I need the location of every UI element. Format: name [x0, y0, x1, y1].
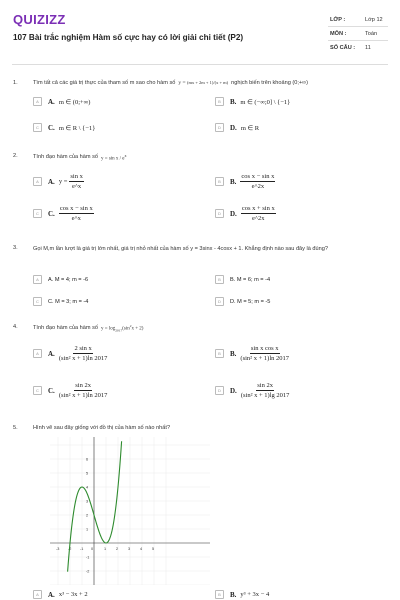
answer-option-c[interactable]: C C. m ∈ R \ {−1}: [33, 123, 95, 132]
answer-option-a[interactable]: A A. $\frac{\text{2 sin x}}{\text{(sin² x + 1)ln 2017}}$: [33, 345, 107, 362]
x-tick-label: 5: [152, 547, 155, 551]
question-text: Tính đạo hàm của hàm số $y = \sin x / e^x$: [33, 153, 127, 162]
answer-option-d[interactable]: D D. $\frac{\sin 2x}{\text{(sin² x + 1)lg 2017}}$: [215, 382, 289, 399]
y-tick-label: -2: [86, 569, 90, 574]
question-text: Hình vẽ sau đây giống với đồ thị của hàm số nào nhất?: [33, 425, 171, 431]
x-tick-label: 1: [104, 547, 107, 551]
y-tick-label: 1: [86, 527, 89, 532]
question-number: 4.: [13, 324, 18, 330]
answer-option-c[interactable]: C C. $\frac{\sin 2x}{\text{(sin² x + 1)ln 2017}}$: [33, 382, 107, 399]
answer-option-d[interactable]: D D. m ∈ R: [215, 123, 259, 132]
mon-value: Toán: [365, 31, 378, 37]
x-tick-label: 4: [140, 547, 143, 551]
question-number: 1.: [13, 80, 18, 86]
answer-option-b[interactable]: B B. $\frac{\text{sin x cos x}}{\text{(sin² x + 1)ln 2017}}$: [215, 345, 289, 362]
cubic-curve: [68, 441, 122, 574]
question-text: Tìm tất cả các giá trị thực của tham số m sao cho hàm số y = (mx + 2m + 1)/(x + m) nghịch biến trên khoảng (0;+∞): [33, 80, 309, 86]
y-tick-label: 4: [86, 485, 89, 490]
y-tick-label: 2: [86, 513, 89, 518]
x-tick-label: -3: [56, 547, 60, 551]
answer-option-d[interactable]: D D. M = 5; m = -5: [215, 297, 270, 306]
x-tick-label: 0: [91, 547, 94, 551]
quizizz-logo: QUIZIZZ: [13, 12, 66, 27]
answer-option-c[interactable]: C C. M = 3; m = -4: [33, 297, 88, 306]
answer-option-a[interactable]: A A. M = 4; m = -6: [33, 275, 88, 284]
question-text: Gọi M,m lần lượt là giá trị lớn nhất, giá trị nhỏ nhất của hàm số y = 3sinx - 4cosx + 1. Khẳng định nào sau đây là đúng?: [33, 246, 328, 252]
question-number: 5.: [13, 425, 18, 431]
x-tick-label: -2: [68, 547, 72, 551]
header-divider: [12, 64, 388, 65]
lop-label: LỚP :: [330, 17, 346, 23]
answer-option-a[interactable]: A A. x³ − 3x + 2: [33, 590, 88, 599]
question-text: Tính đạo hàm của hàm số $y = \log_{2017}(\sin^2x + 2)$: [33, 324, 144, 333]
answer-option-a[interactable]: A A. y = $\frac{\text{sin x}}{e\^{}x}$: [33, 173, 84, 190]
x-tick-label: -1: [80, 547, 84, 551]
so-cau-value: 11: [365, 45, 371, 51]
answer-option-d[interactable]: D D. $\frac{\text{cos x + sin x}}{e\^{}2x}$: [215, 205, 276, 222]
question-number: 2.: [13, 153, 18, 159]
answer-option-b[interactable]: B B. $\frac{\text{cos x − sin x}}{e\^{}2x}$: [215, 173, 275, 190]
answer-option-b[interactable]: B B. M = 6; m = -4: [215, 275, 270, 284]
answer-option-b[interactable]: B B. y³ + 3x − 4: [215, 590, 269, 599]
y-tick-label: 3: [86, 499, 89, 504]
so-cau-label: SỐ CÂU :: [330, 45, 356, 51]
y-tick-label: 6: [86, 457, 89, 462]
answer-option-a[interactable]: A A. m ∈ (0;+∞): [33, 97, 90, 106]
mon-label: MÔN :: [330, 31, 347, 37]
y-tick-label: 5: [86, 471, 89, 476]
y-tick-label: -1: [86, 555, 90, 560]
x-tick-label: 2: [116, 547, 119, 551]
function-graph: [50, 437, 210, 585]
x-tick-label: 3: [128, 547, 131, 551]
answer-option-c[interactable]: C C. $\frac{\text{cos x − sin x}}{e\^{}x}$: [33, 205, 94, 222]
answer-option-b[interactable]: B B. m ∈ (−∞;0] \ {−1}: [215, 97, 290, 106]
lop-value: Lớp 12: [365, 17, 383, 23]
page-title: 107 Bài trắc nghiệm Hàm số cực hay có lời giải chi tiết (P2): [13, 33, 244, 42]
question-number: 3.: [13, 245, 18, 251]
